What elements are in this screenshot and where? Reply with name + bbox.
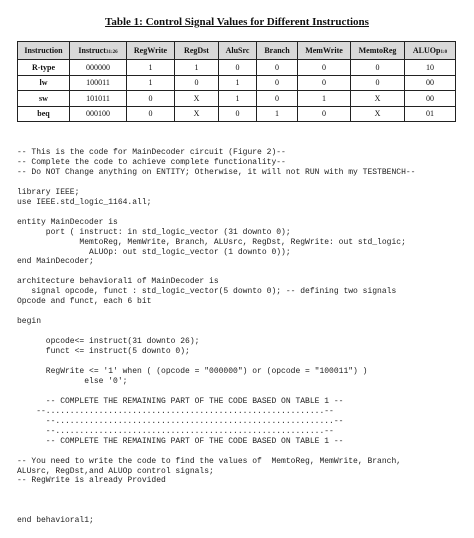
table-body <box>18 60 456 122</box>
code-line: signal opcode, funct : std_logic_vector(5 downto 0); -- defining two signals <box>17 287 397 297</box>
column-header <box>18 42 70 60</box>
table-cell: 0 <box>219 106 257 122</box>
table-cell: X <box>175 91 219 107</box>
column-header <box>70 42 127 60</box>
table-cell: R-type <box>18 60 70 76</box>
table-cell: 0 <box>257 75 298 91</box>
table-cell: 100011 <box>70 75 127 91</box>
table-title: Table 1: Control Signal Values for Different Instructions <box>105 16 369 28</box>
code-line: begin <box>17 317 42 327</box>
code-line <box>17 387 415 397</box>
column-header <box>127 42 175 60</box>
code-line: -- This is the code for MainDecoder circuit (Figure 2)-- <box>17 148 286 157</box>
code-line: port ( instruct: in std_logic_vector (31 downto 0); <box>17 227 291 237</box>
column-header-label: RegDst <box>184 46 209 55</box>
table-cell: 0 <box>219 60 257 76</box>
table-cell: X <box>351 106 405 122</box>
code-line <box>17 357 415 367</box>
table-cell: 1 <box>219 75 257 91</box>
code-line: MemtoReg, MemWrite, Branch, ALUsrc, RegDst, RegWrite: out std_logic; <box>17 237 406 247</box>
table-cell: sw <box>18 91 70 107</box>
table-cell: 0 <box>351 60 405 76</box>
code-line <box>17 208 415 218</box>
code-line: use IEEE.std_logic_1164.all; <box>17 197 152 207</box>
column-header-label: MemtoReg <box>358 46 397 55</box>
code-line <box>17 307 415 317</box>
code-line <box>17 327 415 337</box>
code-line: end MainDecoder; <box>17 257 94 267</box>
column-header <box>298 42 351 60</box>
table-row <box>18 75 456 91</box>
table-cell: 0 <box>127 106 175 122</box>
code-line <box>17 267 415 277</box>
column-header <box>219 42 257 60</box>
code-line: -- Do NOT Change anything on ENTITY; Otherwise, it will not RUN with my TESTBENCH-- <box>17 167 416 177</box>
table-cell: 101011 <box>70 91 127 107</box>
code-line <box>17 447 415 457</box>
table-cell: 1 <box>219 91 257 107</box>
table-cell: X <box>175 106 219 122</box>
table-cell: 0 <box>298 106 351 122</box>
table-cell: 1 <box>127 60 175 76</box>
column-header <box>405 42 456 60</box>
table-cell: 00 <box>405 75 456 91</box>
column-header <box>175 42 219 60</box>
table-cell: 1 <box>175 60 219 76</box>
table-cell: X <box>351 91 405 107</box>
code-line: -- COMPLETE THE REMAINING PART OF THE CODE BASED ON TABLE 1 -- <box>17 396 344 406</box>
code-line: --..........................................................-- <box>17 406 334 416</box>
table-cell: 000100 <box>70 106 127 122</box>
code-line <box>17 486 415 496</box>
column-header-subscript: 31:26 <box>105 50 118 55</box>
code-line: funct <= instruct(5 downto 0); <box>17 347 190 357</box>
code-line: else '0'; <box>17 376 128 386</box>
table-cell: 0 <box>351 75 405 91</box>
code-line: --........................................................-- <box>17 426 334 436</box>
table-cell: 1 <box>127 75 175 91</box>
code-line <box>17 496 415 506</box>
code-line: library IEEE; <box>17 187 80 197</box>
column-header-label: Branch <box>264 46 290 55</box>
table-cell: 0 <box>298 75 351 91</box>
table-cell: 00 <box>405 91 456 107</box>
code-line: ALUOp: out std_logic_vector (1 downto 0)); <box>17 247 291 257</box>
column-header-subscript: 1:0 <box>440 50 448 55</box>
column-header <box>257 42 298 60</box>
table-cell: 0 <box>298 60 351 76</box>
code-line: -- Complete the code to achieve complete functionality-- <box>17 157 286 167</box>
table-row <box>18 91 456 107</box>
code-line: RegWrite <= '1' when ( (opcode = "000000") or (opcode = "100011") ) <box>17 366 368 376</box>
code-line: Opcode and funct, each 6 bit <box>17 297 152 307</box>
table-header-row <box>18 42 456 60</box>
code-line: -- You need to write the code to find the values of MemtoReg, MemWrite, Branch, <box>17 456 402 466</box>
control-signal-table <box>17 41 456 122</box>
code-line: end behavioral1; <box>17 516 94 526</box>
column-header-label: ALUOp <box>412 46 441 55</box>
column-header-label: Instruct <box>78 46 106 55</box>
column-header <box>351 42 405 60</box>
table-cell: 0 <box>257 60 298 76</box>
table-cell: 1 <box>298 91 351 107</box>
code-line: --..........................................................-- <box>17 416 344 426</box>
code-line <box>17 178 415 188</box>
table-cell: lw <box>18 75 70 91</box>
table-cell: 01 <box>405 106 456 122</box>
code-line: -- COMPLETE THE REMAINING PART OF THE CODE BASED ON TABLE 1 -- <box>17 436 344 446</box>
table-cell: 000000 <box>70 60 127 76</box>
table-cell: 1 <box>257 106 298 122</box>
column-header-label: RegWrite <box>133 46 168 55</box>
table-row <box>18 60 456 76</box>
code-line <box>17 506 415 516</box>
code-line: architecture behavioral1 of MainDecoder is <box>17 277 219 287</box>
table-cell: beq <box>18 106 70 122</box>
column-header-label: Instruction <box>24 46 63 55</box>
code-line: -- RegWrite is already Provided <box>17 476 166 486</box>
table-row <box>18 106 456 122</box>
code-line: opcode<= instruct(31 downto 26); <box>17 337 200 347</box>
table-cell: 10 <box>405 60 456 76</box>
table-cell: 0 <box>257 91 298 107</box>
column-header-label: MemWrite <box>305 46 343 55</box>
code-line: ALUsrc, RegDst,and ALUOp control signals; <box>17 466 214 476</box>
column-header-label: AluSrc <box>225 46 250 55</box>
vhdl-code-block <box>17 148 415 526</box>
code-line: entity MainDecoder is <box>17 217 118 227</box>
table-cell: 0 <box>127 91 175 107</box>
table-cell: 0 <box>175 75 219 91</box>
